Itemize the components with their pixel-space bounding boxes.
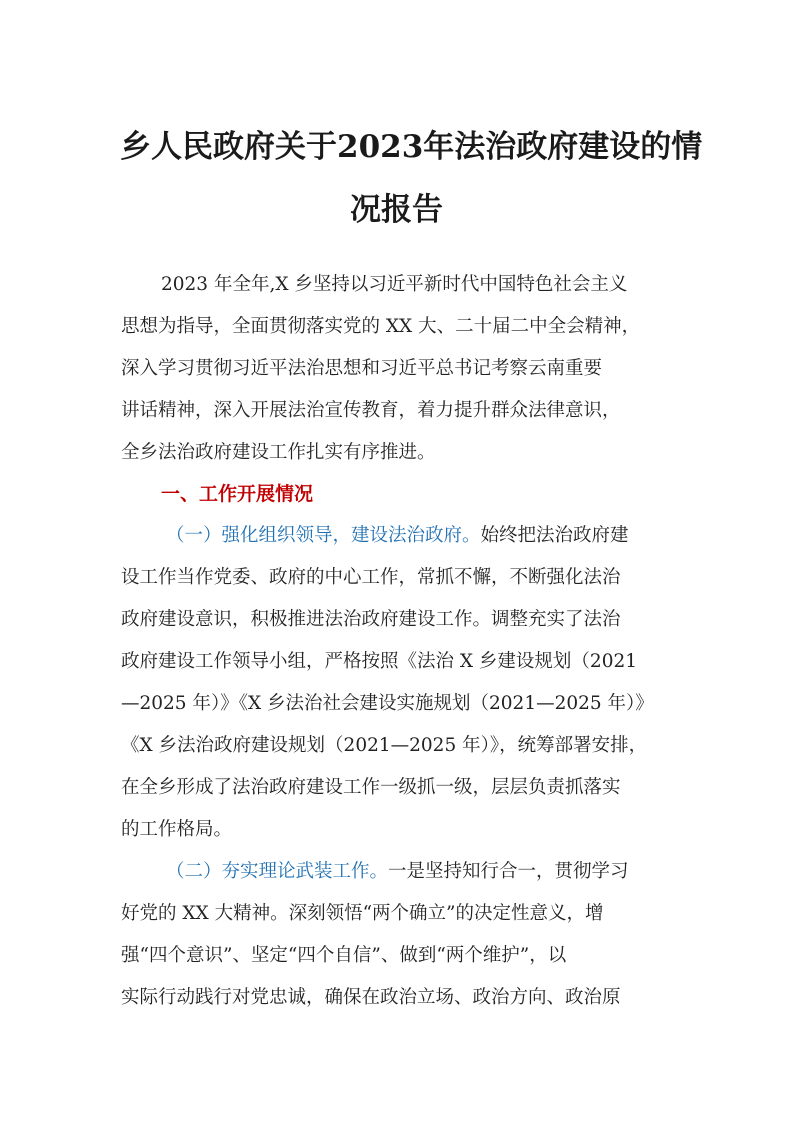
document-title-line-1: 乡人民政府关于2023年法治政府建设的情: [120, 129, 703, 165]
body-line: 的工作格局。: [121, 819, 233, 840]
section-heading: 一、工作开展情况: [161, 483, 314, 505]
subsection-2-first-line: [166, 857, 681, 887]
document-title-line-2: 况报告: [350, 192, 443, 228]
body-line: 设工作当作党委、政府的中心工作，常抓不懈，不断强化法治: [121, 567, 621, 588]
subsection-1-first-line: [166, 521, 681, 551]
body-line: 强“四个意识”、坚定“四个自信”、做到“两个维护”，以: [121, 945, 567, 966]
body-line: 好党的 XX 大精神。深刻领悟“两个确立”的决定性意义，增: [121, 903, 604, 924]
subsection-1-text: 始终把法治政府建: [480, 525, 629, 546]
intro-line: 思想为指导，全面贯彻落实党的 XX 大、二十届二中全会精神，: [121, 316, 641, 337]
body-line: 政府建设意识，积极推进法治政府建设工作。调整充实了法治: [121, 609, 621, 630]
subsection-2-heading: （二）夯实理论武装工作。: [166, 861, 389, 882]
body-line: 政府建设工作领导小组，严格按照《法治 X 乡建设规划（2021: [121, 651, 638, 672]
intro-line: 讲话精神，深入开展法治宣传教育，着力提升群众法律意识，: [121, 400, 621, 421]
intro-line: 2023 年全年,X 乡坚持以习近平新时代中国特色社会主义: [161, 274, 628, 295]
subsection-1-heading: （一）强化组织领导，建设法治政府。: [166, 525, 481, 546]
body-line: —2025 年）》《X 乡法治社会建设实施规划（2021—2025 年）》: [121, 693, 654, 714]
body-line: 实际行动践行对党忠诚，确保在政治立场、政治方向、政治原: [121, 987, 621, 1008]
body-line: 《X 乡法治政府建设规划（2021—2025 年）》，统筹部署安排，: [121, 735, 648, 756]
intro-line: 深入学习贯彻习近平法治思想和习近平总书记考察云南重要: [121, 358, 603, 379]
intro-line: 全乡法治政府建设工作扎实有序推进。: [121, 442, 436, 463]
subsection-2-text: 一是坚持知行合一，贯彻学习: [388, 861, 629, 882]
body-line: 在全乡形成了法治政府建设工作一级抓一级，层层负责抓落实: [121, 777, 621, 798]
